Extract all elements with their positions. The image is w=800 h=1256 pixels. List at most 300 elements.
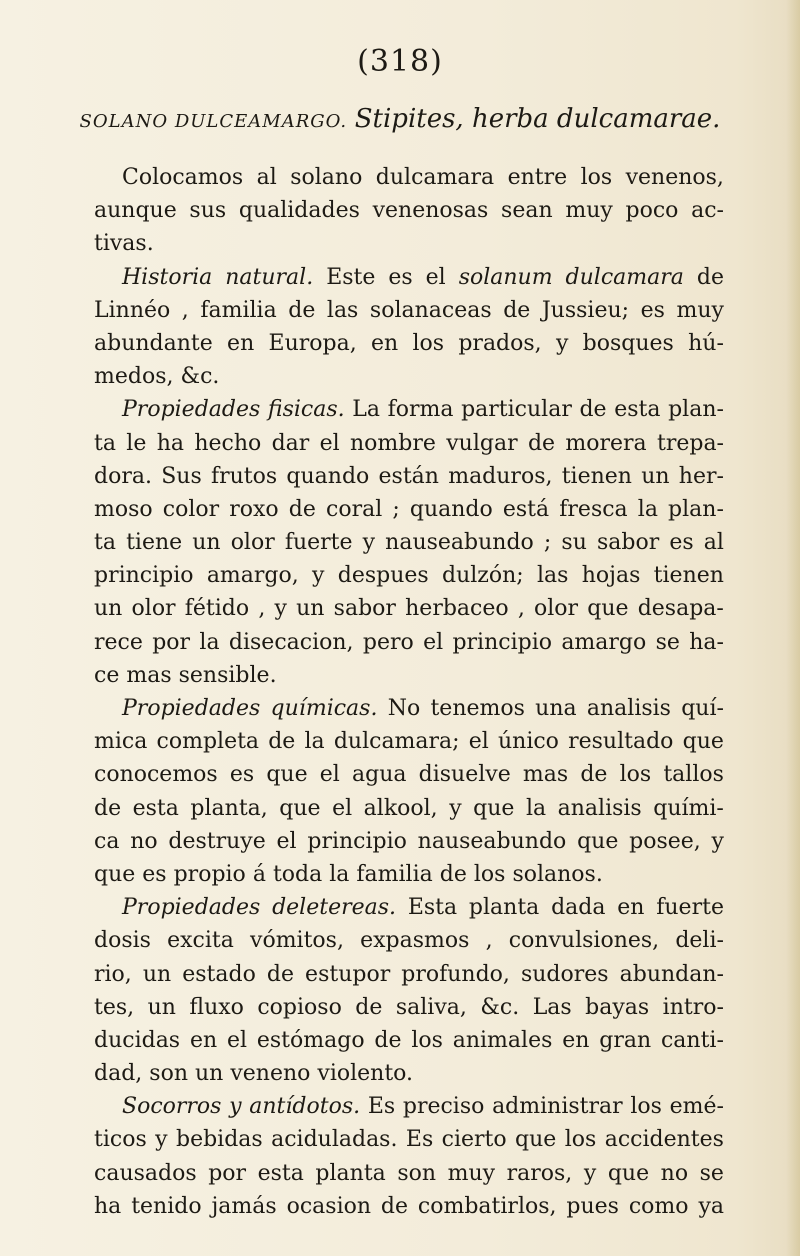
word: Historia	[122, 264, 213, 290]
word: y	[449, 795, 462, 821]
word: &c.	[180, 364, 220, 390]
word: un	[641, 463, 670, 489]
word: mas	[522, 762, 569, 788]
word: forma	[387, 397, 454, 423]
word: antídotos.	[249, 1094, 361, 1120]
word: bosques	[582, 330, 674, 356]
word: nauseabundo	[417, 828, 567, 854]
word: á	[252, 861, 266, 887]
word: planta	[315, 1160, 386, 1186]
word: analisis	[557, 795, 642, 821]
word: hú-	[688, 330, 724, 356]
word: un	[142, 961, 172, 987]
word: disuelve	[418, 762, 511, 788]
word: dar	[271, 430, 310, 456]
word: abundan-	[619, 961, 724, 987]
word: químicas.	[270, 696, 378, 721]
word: maduros,	[448, 463, 553, 489]
word: ;	[543, 530, 552, 556]
text-line	[94, 1157, 724, 1190]
word: principio	[94, 563, 194, 589]
text-line	[94, 626, 724, 659]
text-line	[94, 1123, 724, 1156]
word: solanos.	[512, 861, 603, 887]
word: venenosas	[372, 198, 489, 224]
text-line	[94, 692, 724, 725]
word: en	[562, 1027, 590, 1053]
word: los	[580, 165, 613, 190]
word: un	[94, 596, 123, 622]
word: familia	[200, 297, 277, 323]
word: quí-	[681, 696, 724, 721]
word: y	[155, 1127, 168, 1153]
word: despues	[337, 563, 429, 589]
word: her-	[678, 463, 724, 489]
word: estupor	[305, 961, 391, 987]
text-line	[94, 924, 724, 957]
word: de	[355, 994, 383, 1020]
word: en	[189, 1027, 218, 1053]
word: la	[329, 861, 350, 887]
word: planta	[468, 895, 540, 921]
word: ducidas	[94, 1027, 181, 1053]
word: morera	[565, 430, 647, 456]
word: son	[397, 1160, 437, 1186]
text-line	[94, 725, 724, 758]
word: sus	[189, 198, 227, 224]
word: ha	[94, 1193, 122, 1219]
text-line	[94, 559, 724, 592]
text-line	[94, 1090, 724, 1123]
word: bebidas	[175, 1127, 263, 1153]
word: posee,	[629, 828, 701, 854]
word: Las	[532, 994, 572, 1020]
word: los	[630, 1094, 662, 1120]
word: es	[669, 530, 694, 556]
word: plan-	[668, 397, 724, 423]
word: amargo,	[206, 563, 299, 589]
word: la	[525, 795, 547, 821]
text-line	[94, 659, 724, 692]
word: resultado	[568, 729, 674, 755]
word: sudores	[520, 961, 609, 987]
word: ,	[258, 596, 266, 622]
word: ,	[517, 596, 525, 622]
word: mica	[94, 729, 148, 755]
word: olor	[534, 596, 579, 622]
word: veneno	[230, 1061, 311, 1087]
word: tallos	[663, 762, 724, 788]
text-line	[94, 858, 724, 891]
word: tienen	[653, 563, 724, 589]
word: deletereas.	[272, 895, 397, 921]
word: profundo,	[401, 961, 510, 987]
word: de	[288, 496, 316, 522]
word: se	[655, 629, 680, 655]
word: de	[94, 795, 122, 821]
word: Europa,	[268, 330, 357, 356]
text-line	[94, 991, 724, 1024]
word: sabor	[596, 530, 660, 556]
word: de	[527, 430, 556, 456]
word: &c.	[480, 994, 520, 1020]
word: ce	[94, 662, 120, 688]
word: jamás	[211, 1193, 277, 1219]
word: un	[192, 530, 221, 556]
word: que	[682, 729, 724, 755]
word: esta	[257, 1160, 304, 1186]
word: Propiedades	[122, 397, 261, 423]
word: fluxo	[189, 994, 244, 1020]
text-line	[94, 327, 724, 360]
word: ha	[156, 430, 184, 456]
word: el	[276, 828, 297, 854]
word: que	[577, 828, 619, 854]
word: prados,	[458, 330, 542, 356]
word: que	[94, 861, 136, 887]
word: completa	[156, 729, 260, 755]
word: dulcamara	[565, 264, 684, 290]
word: preciso	[402, 1094, 485, 1120]
word: esta	[614, 397, 661, 423]
word: el	[425, 264, 446, 290]
word: analisis	[586, 696, 671, 721]
word: tivas.	[94, 231, 154, 257]
word: la	[304, 729, 325, 755]
word: de	[268, 729, 296, 755]
word: por	[208, 1160, 247, 1186]
word: los	[412, 330, 445, 356]
word: roxo	[229, 496, 279, 522]
word: fétido	[184, 596, 250, 622]
text-line	[94, 1057, 724, 1090]
word: vómitos,	[250, 928, 344, 954]
word: un	[195, 1061, 224, 1087]
word: dosis	[94, 928, 151, 954]
word: principio	[452, 629, 552, 655]
text-line	[94, 1190, 724, 1223]
word: los	[473, 861, 506, 887]
text-line	[94, 526, 724, 559]
word: canti-	[660, 1027, 724, 1053]
word: ta	[94, 430, 116, 456]
word: tenido	[131, 1193, 202, 1219]
word: al	[256, 165, 277, 190]
word: poco	[625, 198, 679, 224]
text-line	[94, 460, 724, 493]
word: de	[503, 297, 531, 323]
word: solanum	[458, 264, 553, 290]
word: tenemos	[430, 696, 525, 721]
page-number: (318)	[357, 44, 443, 79]
word: en	[617, 895, 645, 921]
word: su	[561, 530, 587, 556]
word: de	[439, 861, 467, 887]
word: fuerte	[284, 530, 353, 556]
body-text	[94, 161, 724, 1223]
text-line	[94, 261, 724, 294]
word: saliva,	[395, 994, 467, 1020]
word: dada	[551, 895, 606, 921]
word: de	[288, 297, 316, 323]
word: de	[579, 397, 607, 423]
text-line	[94, 958, 724, 991]
word: pero	[362, 629, 414, 655]
word: el	[332, 795, 353, 821]
word: y	[274, 596, 287, 622]
word: muy	[676, 297, 724, 323]
word: Sus	[161, 463, 202, 489]
word: le	[126, 430, 147, 456]
word: deli-	[675, 928, 724, 954]
word: excita	[167, 928, 234, 954]
text-line	[94, 294, 724, 327]
word: el	[468, 729, 489, 755]
word: están	[378, 463, 439, 489]
text-line	[94, 592, 724, 625]
word: Propiedades	[122, 895, 261, 921]
word: los	[411, 1027, 443, 1053]
word: accidentes	[604, 1127, 724, 1153]
word: es	[229, 762, 255, 788]
word: copioso	[257, 994, 342, 1020]
word: intro-	[662, 994, 724, 1020]
word: cierto	[441, 1127, 507, 1153]
word: fuerte	[656, 895, 724, 921]
word: expasmos	[360, 928, 470, 954]
word: sensible.	[178, 662, 277, 688]
page-edge-shadow	[786, 0, 800, 1256]
word: desapa-	[637, 596, 724, 622]
word: que	[266, 762, 308, 788]
word: conocemos	[94, 762, 218, 788]
word: y	[711, 828, 724, 854]
word: disecacion,	[228, 629, 354, 655]
word: Esta	[407, 895, 458, 921]
word: combatirlos,	[417, 1193, 557, 1219]
word: olor	[230, 530, 275, 556]
text-line	[94, 792, 724, 825]
word: la	[199, 629, 220, 655]
word: natural.	[225, 264, 314, 290]
word: los	[619, 762, 652, 788]
word: de	[696, 264, 724, 290]
word: que	[473, 795, 515, 821]
word: hecho	[194, 430, 262, 456]
word: Este	[326, 264, 376, 290]
word: rece	[94, 629, 143, 655]
word: medos,	[94, 364, 174, 390]
word: estado	[182, 961, 256, 987]
word: amargo	[561, 629, 647, 655]
running-head-title: SOLANO DULCEAMARGO.	[79, 111, 348, 132]
text-line	[94, 227, 724, 260]
word: solanaceas	[369, 297, 492, 323]
running-head	[0, 104, 800, 134]
word: ya	[698, 1193, 724, 1219]
word: dad,	[94, 1061, 143, 1087]
word: vulgar	[446, 430, 518, 456]
word: son	[149, 1061, 188, 1087]
word: un	[147, 994, 176, 1020]
word: mas	[126, 662, 172, 688]
word: único	[497, 729, 559, 755]
word: el	[319, 430, 340, 456]
word: venenos,	[625, 165, 724, 190]
text-line	[94, 825, 724, 858]
word: pues	[566, 1193, 619, 1219]
word: en	[227, 330, 255, 356]
word: administrar	[492, 1094, 623, 1120]
word: principio	[307, 828, 407, 854]
word: Es	[405, 1127, 434, 1153]
word: aciduladas.	[271, 1127, 398, 1153]
word: y	[229, 1094, 242, 1120]
word: ,	[181, 297, 189, 323]
word: de	[374, 1027, 402, 1053]
word: las	[326, 297, 359, 323]
word: quando	[409, 496, 493, 522]
word: raros,	[506, 1160, 573, 1186]
word: Colocamos	[122, 165, 244, 190]
word: ac-	[691, 198, 724, 224]
word: nauseabundo	[385, 530, 534, 556]
word: está	[502, 496, 550, 522]
word: fresca	[559, 496, 628, 522]
word: que	[515, 1127, 557, 1153]
text-line	[94, 493, 724, 526]
word: aunque	[94, 198, 177, 224]
word: qualidades	[238, 198, 360, 224]
word: alkool,	[363, 795, 438, 821]
word: de	[266, 961, 294, 987]
word: quando	[286, 463, 370, 489]
word: rio,	[94, 961, 132, 987]
text-line	[94, 758, 724, 791]
word: muy	[565, 198, 613, 224]
word: quími-	[653, 795, 724, 821]
word: violento.	[317, 1061, 414, 1087]
text-line	[94, 360, 724, 393]
word: en	[371, 330, 399, 356]
word: convulsiones,	[508, 928, 660, 954]
word: gran	[599, 1027, 652, 1053]
word: abundante	[94, 330, 213, 356]
word: destruye	[168, 828, 266, 854]
word: ta	[94, 530, 116, 556]
word: ,	[485, 928, 493, 954]
text-line	[94, 1024, 724, 1057]
word: y	[362, 530, 376, 556]
word: que	[279, 795, 321, 821]
word: tiene	[126, 530, 183, 556]
word: se	[699, 1160, 724, 1186]
word: no	[130, 828, 158, 854]
word: y	[312, 563, 325, 589]
word: La	[352, 397, 380, 423]
word: ticos	[94, 1127, 147, 1153]
word: propio	[173, 861, 246, 887]
word: Jussieu;	[541, 297, 630, 323]
word: emé-	[669, 1094, 724, 1120]
word: entre	[507, 165, 568, 190]
word: el	[226, 1027, 248, 1053]
word: particular	[461, 397, 572, 423]
word: trepa-	[656, 430, 724, 456]
word: Linnéo	[94, 297, 171, 323]
word: ocasion	[286, 1193, 372, 1219]
word: dora.	[94, 463, 152, 489]
word: plan-	[668, 496, 724, 522]
word: de	[380, 1193, 409, 1219]
word: de	[580, 762, 608, 788]
word: hojas	[581, 563, 641, 589]
word: ;	[392, 496, 400, 522]
word: los	[564, 1127, 597, 1153]
word: causados	[94, 1160, 197, 1186]
word: fisicas.	[267, 397, 345, 423]
word: Socorros	[122, 1094, 222, 1120]
word: sean	[501, 198, 553, 224]
text-line	[94, 161, 724, 194]
word: que	[587, 596, 629, 622]
word: coral	[326, 496, 383, 522]
word: moso	[94, 496, 153, 522]
word: dulzón;	[442, 563, 524, 589]
word: ha-	[689, 629, 724, 655]
word: animales	[452, 1027, 553, 1053]
word: no	[660, 1160, 689, 1186]
word: el	[423, 629, 444, 655]
word: tes,	[94, 994, 135, 1020]
text-line	[94, 427, 724, 460]
word: frutos	[210, 463, 278, 489]
word: tienen	[561, 463, 632, 489]
word: una	[535, 696, 577, 721]
word: la	[637, 496, 658, 522]
word: herbaceo	[405, 596, 509, 622]
word: planta,	[190, 795, 268, 821]
word: agua	[352, 762, 407, 788]
word: es	[388, 264, 413, 290]
word: como	[628, 1193, 689, 1219]
word: solano	[290, 165, 363, 190]
word: nombre	[350, 430, 436, 456]
word: esta	[132, 795, 179, 821]
word: al	[703, 530, 724, 556]
word: olor	[131, 596, 176, 622]
word: el	[319, 762, 340, 788]
word: toda	[272, 861, 323, 887]
word: dulcamara	[375, 165, 495, 190]
word: es	[640, 297, 665, 323]
text-line	[94, 891, 724, 924]
word: dulcamara;	[333, 729, 460, 755]
word: que	[607, 1160, 650, 1186]
word: No	[387, 696, 421, 721]
word: por	[152, 629, 191, 655]
word: ca	[94, 828, 120, 854]
word: y	[555, 330, 569, 356]
word: un	[296, 596, 325, 622]
word: estómago	[256, 1027, 365, 1053]
word: y	[583, 1160, 597, 1186]
word: las	[537, 563, 569, 589]
word: color	[162, 496, 220, 522]
word: Propiedades	[122, 696, 261, 721]
word: sabor	[333, 596, 396, 622]
word: es	[142, 861, 167, 887]
